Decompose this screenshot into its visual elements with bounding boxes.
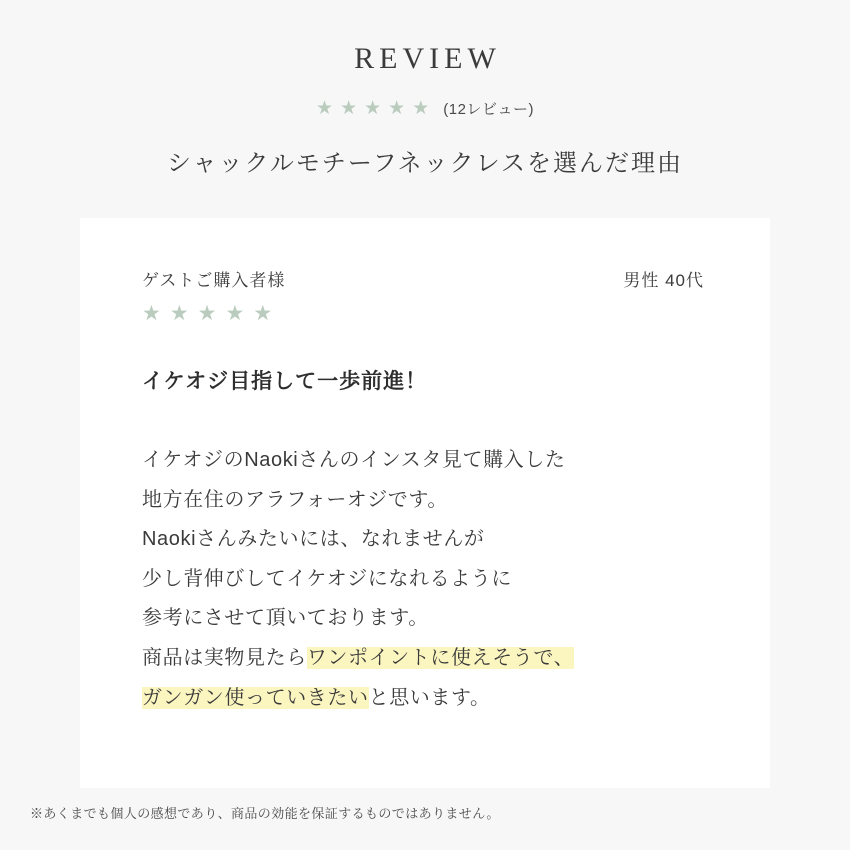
star-icon: ★: [142, 302, 161, 325]
review-body-line: [142, 679, 708, 719]
review-body-highlight: ワンポイントに使えそうで、: [306, 646, 575, 669]
review-count-label: (12レビュー): [443, 101, 534, 118]
review-body-line: Naokiさんみたいには、なれませんが: [142, 528, 485, 551]
star-icon: ★: [225, 302, 245, 325]
reviewer-demographics: 男性 40代: [623, 271, 704, 290]
review-body-line: [142, 639, 708, 679]
reviewer-info: [142, 266, 285, 325]
review-card: [80, 218, 770, 788]
reviewer-name: ゲストご購入者様: [142, 271, 286, 290]
review-body: [142, 441, 708, 718]
overall-rating: [0, 98, 850, 119]
star-icon: ★: [340, 98, 358, 119]
review-body-line: 参考にさせて頂いております。: [142, 607, 429, 630]
star-icon: ★: [412, 98, 430, 119]
review-body-line: イケオジのNaokiさんのインスタ見て購入した: [142, 449, 566, 471]
review-body-text: と思います。: [368, 686, 491, 709]
star-icon: ★: [197, 302, 217, 325]
reviewer-star-rating: [142, 303, 272, 324]
star-icon: ★: [316, 98, 334, 119]
star-icon: ★: [253, 302, 273, 325]
review-body-highlight: ガンガン使っていきたい: [142, 686, 369, 709]
star-icon: ★: [169, 302, 189, 325]
review-body-text: 商品は実物見たら: [142, 646, 307, 669]
disclaimer-footnote: ※あくまでも個人の感想であり、商品の効能を保証するものではありません。: [30, 806, 500, 821]
star-rating-icons: [316, 99, 429, 118]
page-title: REVIEW: [354, 42, 501, 75]
review-body-line: 地方在住のアラフォーオジです。: [142, 488, 448, 511]
review-card-header: [142, 266, 708, 325]
review-heading: イケオジ目指して一歩前進！: [142, 370, 428, 393]
review-body-line: 少し背伸びしてイケオジになれるように: [142, 567, 512, 590]
star-icon: ★: [388, 98, 406, 119]
review-subtitle: シャックルモチーフネックレスを選んだ理由: [167, 150, 683, 177]
review-header: [0, 0, 850, 178]
star-icon: ★: [364, 98, 382, 119]
